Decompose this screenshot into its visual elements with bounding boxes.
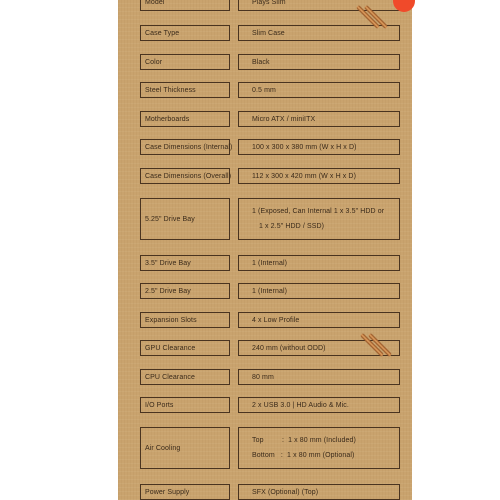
spec-label-power-supply: Power Supply <box>140 484 230 500</box>
spec-value-35-drive-bay: 1 (Internal) <box>238 255 400 271</box>
spec-value-525-drive-bay: 1 (Exposed, Can Internal 1 x 3.5" HDD or 1 x 2.5" HDD / SSD) <box>238 198 400 240</box>
spec-value-air-cooling: Top : 1 x 80 mm (Included) Bottom : 1 x 80 mm (Optional) <box>238 427 400 469</box>
spec-value-expansion-slots: 4 x Low Profile <box>238 312 400 328</box>
spec-value-case-dimensions-internal: 100 x 300 x 380 mm (W x H x D) <box>238 139 400 155</box>
spec-value-gpu-clearance: 240 mm (without ODD) <box>238 340 400 356</box>
spec-label-35-drive-bay: 3.5" Drive Bay <box>140 255 230 271</box>
copper-pins-icon <box>360 0 394 34</box>
spec-value-io-ports: 2 x USB 3.0 | HD Audio & Mic. <box>238 397 400 413</box>
spec-label-25-drive-bay: 2.5" Drive Bay <box>140 283 230 299</box>
spec-value-cpu-clearance: 80 mm <box>238 369 400 385</box>
spec-label-case-type: Case Type <box>140 25 230 41</box>
spec-label-case-dimensions-internal: Case Dimensions (Internal) <box>140 139 230 155</box>
spec-label-air-cooling: Air Cooling <box>140 427 230 469</box>
spec-label-io-ports: I/O Ports <box>140 397 230 413</box>
spec-label-expansion-slots: Expansion Slots <box>140 312 230 328</box>
spec-label-model: Model <box>140 0 230 11</box>
spec-value-case-type: Slim Case <box>238 25 400 41</box>
spec-value-steel-thickness: 0.5 mm <box>238 82 400 98</box>
spec-value-25-drive-bay: 1 (Internal) <box>238 283 400 299</box>
copper-pins-icon <box>364 328 398 362</box>
spec-value-motherboards: Micro ATX / miniITX <box>238 111 400 127</box>
spec-label-motherboards: Motherboards <box>140 111 230 127</box>
spec-label-case-dimensions-overall: Case Dimensions (Overall) <box>140 168 230 184</box>
spec-value-model: Plays Slim <box>238 0 400 11</box>
spec-value-case-dimensions-overall: 112 x 300 x 420 mm (W x H x D) <box>238 168 400 184</box>
spec-label-cpu-clearance: CPU Clearance <box>140 369 230 385</box>
spec-label-525-drive-bay: 5.25" Drive Bay <box>140 198 230 240</box>
spec-sheet-board <box>118 0 412 500</box>
spec-value-power-supply: SFX (Optional) (Top) <box>238 484 400 500</box>
spec-label-gpu-clearance: GPU Clearance <box>140 340 230 356</box>
spec-label-steel-thickness: Steel Thickness <box>140 82 230 98</box>
spec-label-color: Color <box>140 54 230 70</box>
spec-value-color: Black <box>238 54 400 70</box>
